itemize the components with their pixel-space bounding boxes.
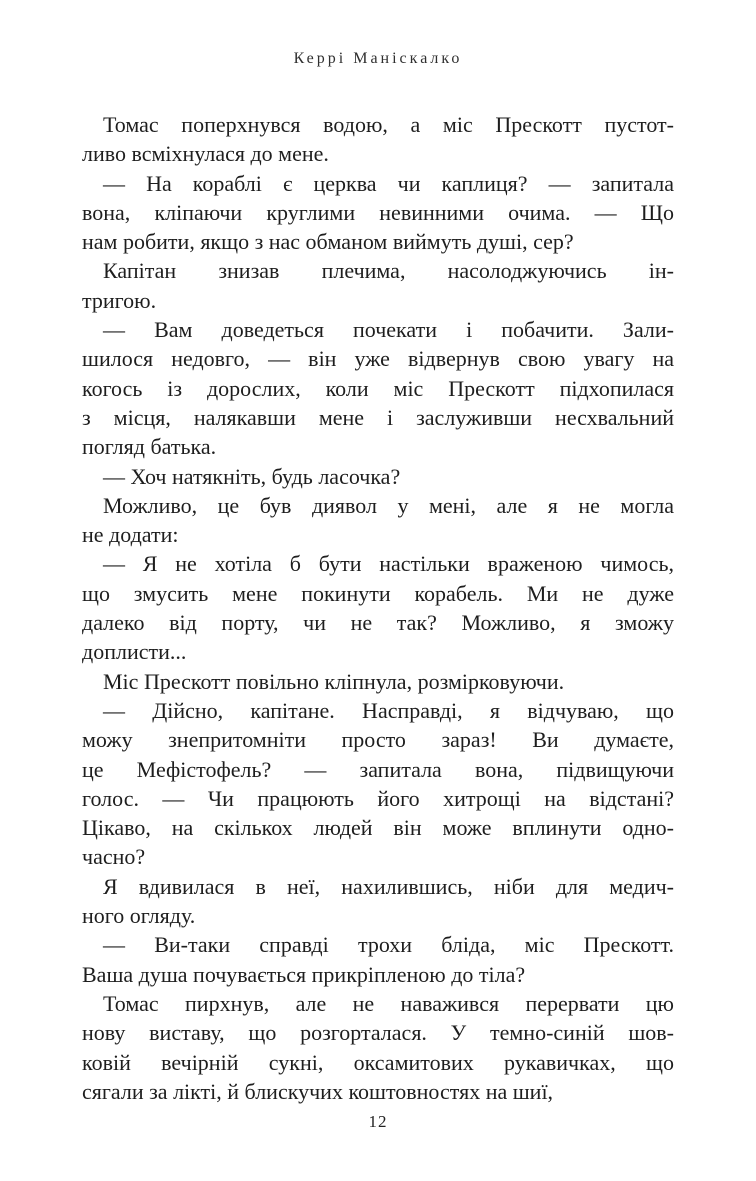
text-line: Я вдивилася в неї, нахилившись, ніби для медич- [103,873,674,899]
paragraph [82,110,674,169]
paragraph [82,315,674,461]
text-line: когось із дорослих, коли міс Прескотт підхопилася [82,375,674,401]
text-line: сягали за лікті, й блискучих коштовностях на шиї, [82,1078,554,1104]
running-head-author: Керрі Маніскалко [293,50,463,67]
text-line: далеко від порту, чи не так? Можливо, я зможу [82,610,674,636]
text-line: Томас поперхнувся водою, а міс Прескотт пустот- [103,112,674,137]
text-line: це Мефістофель? — запитала вона, підвищуючи [82,756,674,782]
text-line: з місця, налякавши мене і заслуживши несхвальний [82,404,674,430]
text-line: — На кораблі є церква чи каплиця? — запитала [103,170,674,196]
text-line: ковій вечірній сукні, оксамитових рукавичках, що [82,1049,674,1075]
text-line: вона, кліпаючи круглими невинними очима. — Що [82,199,674,225]
text-line: ливо всміхнулася до мене. [82,141,329,167]
text-line: Цікаво, на скількох людей він може вплинути одно- [82,815,674,841]
text-line: Томас пирхнув, але не наважився перервати цю [103,990,674,1016]
text-line: доплисти... [82,639,187,665]
text-line: погляд батька. [82,434,217,460]
paragraph [82,667,674,696]
paragraph [82,549,674,666]
text-line: голос. — Чи працюють його хитрощі на відстані? [82,785,674,811]
paragraph [82,462,674,491]
paragraph [82,930,674,989]
text-line: тригою. [82,287,157,313]
text-line: Міс Прескотт повільно кліпнула, розмірковуючи. [103,668,565,694]
page-number: 12 [368,1112,388,1131]
text-line: ного огляду. [82,903,196,929]
paragraph [82,696,674,872]
text-line: не додати: [82,522,179,548]
text-line: що змусить мене покинути корабель. Ми не дуже [82,580,674,606]
text-line: шилося недовго, — він уже відвернув свою увагу на [82,346,674,372]
text-line: — Вам доведеться почекати і побачити. Зали- [103,317,674,343]
paragraph [82,491,674,550]
text-line: — Хоч натякніть, будь ласочка? [103,463,401,489]
paragraph [82,989,674,1106]
text-line: — Ви-таки справді трохи бліда, міс Прескотт. [103,932,674,958]
text-line: нам робити, якщо з нас обманом виймуть душі, сер? [82,229,574,255]
paragraph [82,169,674,257]
text-line: Капітан знизав плечима, насолоджуючись ін- [103,258,674,284]
paragraph [82,872,674,931]
text-line: Ваша душа почувається прикріпленою до тіла? [82,961,526,987]
text-block [82,110,674,1106]
paragraph [82,256,674,315]
text-line: Можливо, це був диявол у мені, але я не могла [103,492,674,518]
text-line: нову виставу, що розгорталася. У темно-синій шов- [82,1020,674,1046]
text-line: — Дійсно, капітане. Насправді, я відчуваю, що [103,697,674,723]
text-line: часно? [82,844,146,870]
text-line: — Я не хотіла б бути настільки враженою чимось, [103,551,674,577]
text-line: можу знепритомніти просто зараз! Ви думаєте, [82,727,674,753]
